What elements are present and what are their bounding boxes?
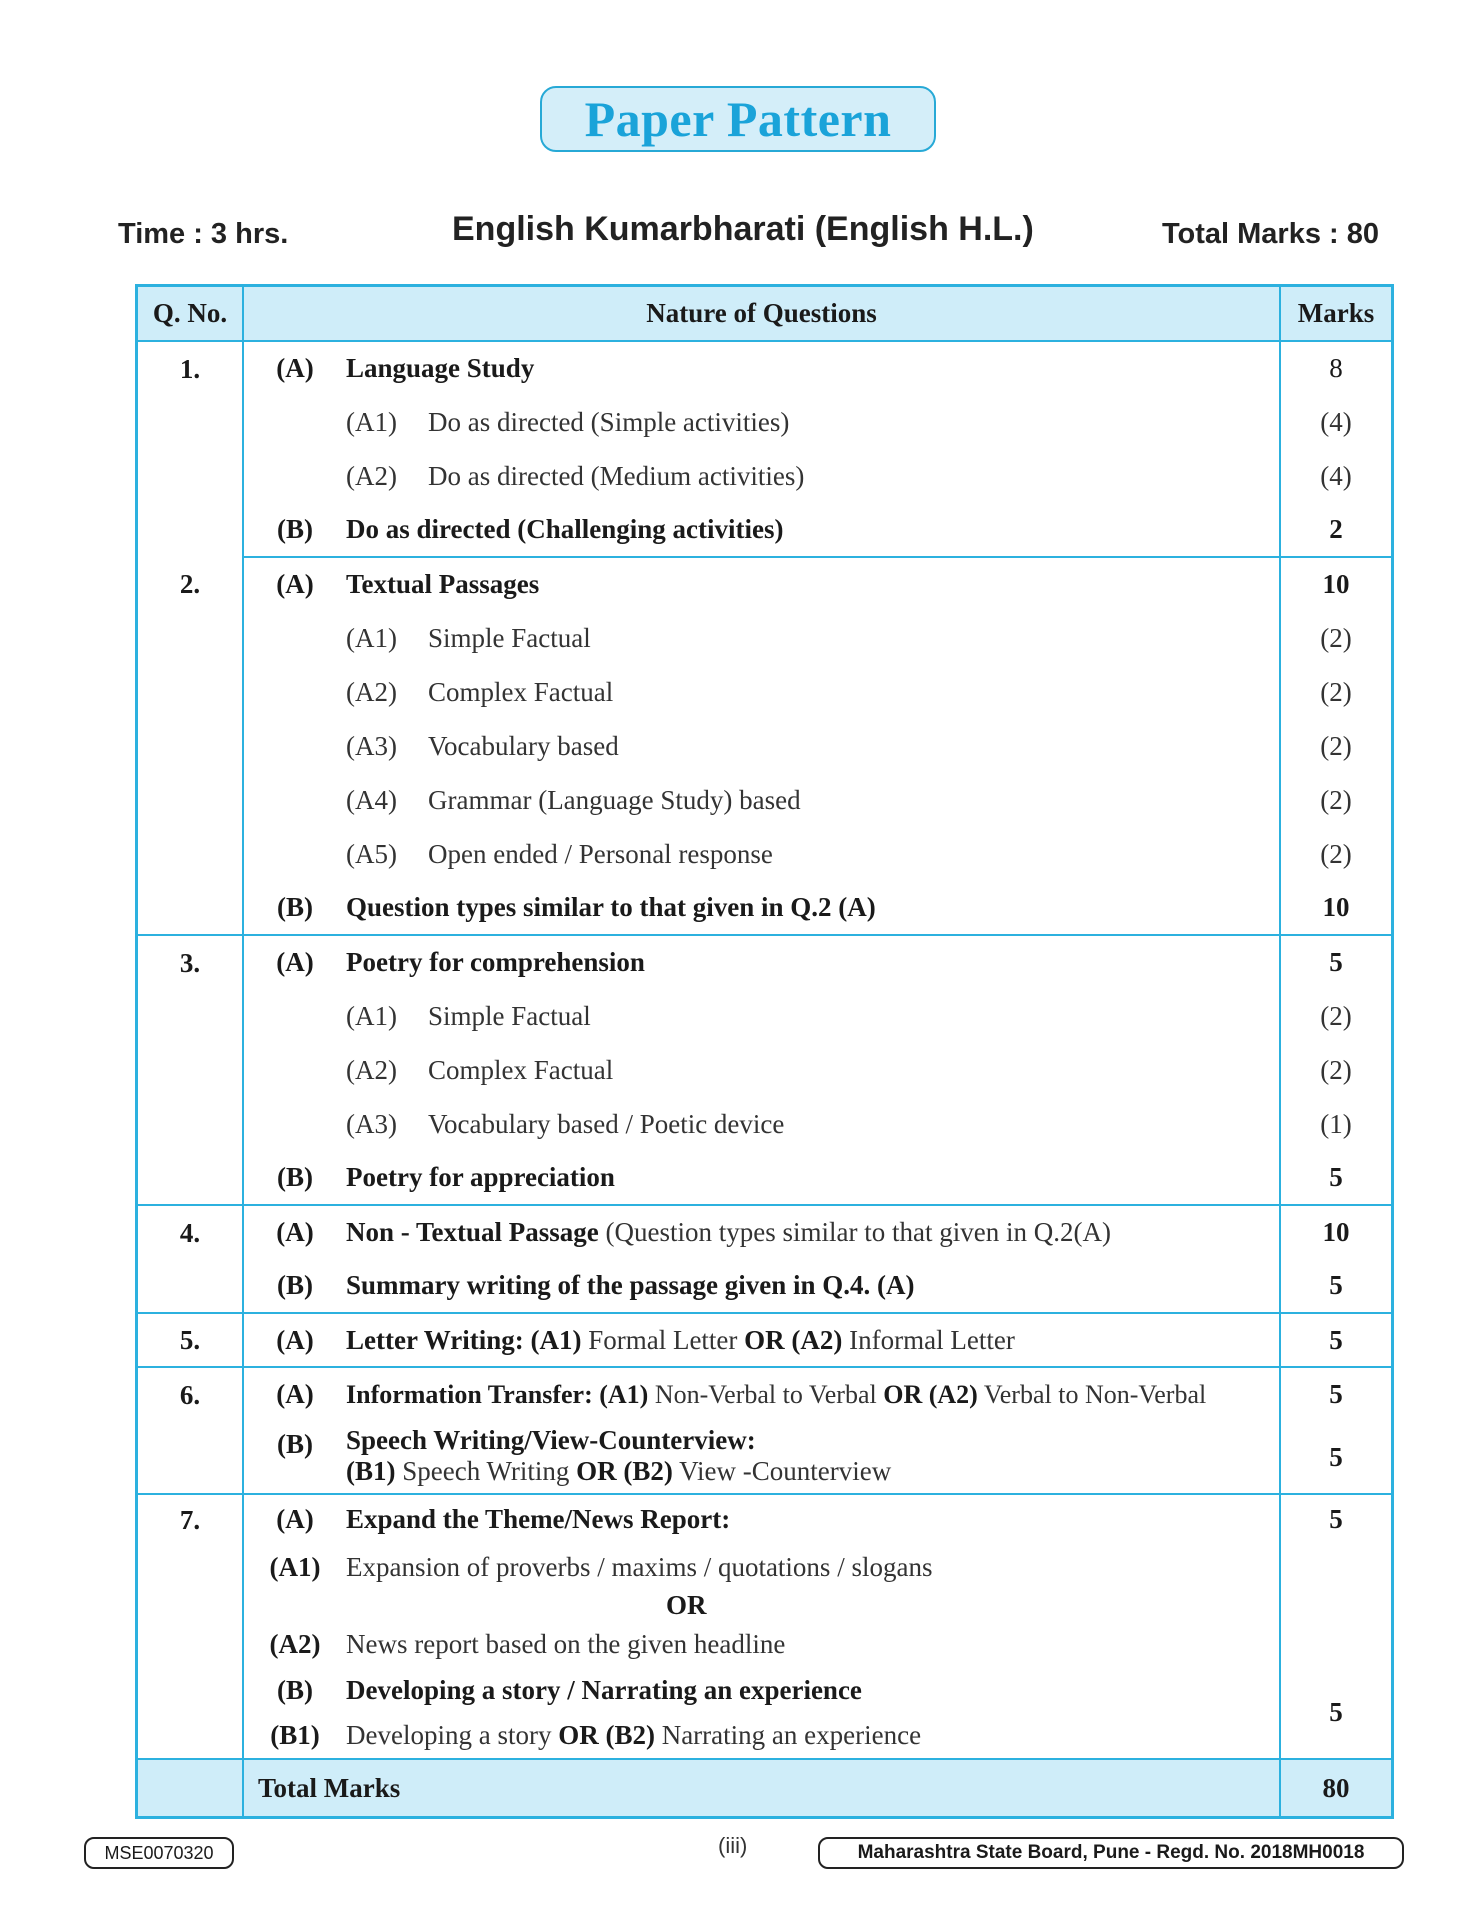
question-text-bold: Non - Textual Passage bbox=[346, 1217, 599, 1247]
marks-value: 5 bbox=[1280, 1421, 1393, 1494]
table-row bbox=[137, 1590, 1393, 1621]
table-row bbox=[137, 1421, 1393, 1494]
table-row bbox=[137, 881, 1393, 935]
marks-value: 5 bbox=[1280, 1367, 1393, 1421]
table-row bbox=[137, 1713, 1393, 1759]
question-text: (Question types similar to that given in Q.2(A) bbox=[598, 1217, 1111, 1247]
table-row bbox=[137, 1097, 1393, 1151]
paper-pattern-table bbox=[135, 284, 1394, 1819]
table-row bbox=[137, 665, 1393, 719]
table-header-row bbox=[137, 286, 1393, 342]
question-text: Summary writing of the passage given in Q.4. (A) bbox=[346, 1259, 1280, 1313]
part-label: (A) bbox=[276, 1379, 314, 1409]
question-text: Developing a story / Narrating an experience bbox=[346, 1674, 862, 1705]
question-text: Complex Factual bbox=[428, 676, 614, 707]
page-number: (iii) bbox=[718, 1833, 748, 1858]
table-row bbox=[137, 1151, 1393, 1205]
table-row bbox=[137, 989, 1393, 1043]
question-text: Speech Writing/View-Counterview: (B1) Speech Writing OR (B2) View -Counterview bbox=[346, 1421, 1280, 1494]
marks-value: 5 bbox=[1280, 1259, 1393, 1313]
marks-value: 10 bbox=[1280, 1205, 1393, 1259]
page-title: Paper Pattern bbox=[584, 91, 892, 147]
table-row bbox=[137, 1494, 1393, 1544]
marks-value: (1) bbox=[1280, 1097, 1393, 1151]
table-row bbox=[137, 1313, 1393, 1367]
column-header-qno: Q. No. bbox=[137, 286, 244, 342]
marks-value: (2) bbox=[1280, 1043, 1393, 1097]
part-label: (A) bbox=[276, 1504, 314, 1534]
marks-value: 5 bbox=[1280, 1667, 1393, 1759]
subpart-label: (A5) bbox=[346, 838, 397, 869]
marks-value: (4) bbox=[1280, 449, 1393, 503]
question-text: Vocabulary based / Poetic device bbox=[428, 1108, 785, 1139]
marks-value: (2) bbox=[1280, 665, 1393, 719]
question-text: Expansion of proverbs / maxims / quotations / slogans bbox=[346, 1551, 933, 1582]
table-row bbox=[137, 611, 1393, 665]
question-number: 4. bbox=[137, 1205, 244, 1313]
table-row bbox=[137, 1667, 1393, 1713]
question-text: Expand the Theme/News Report: bbox=[346, 1504, 731, 1534]
question-text: Do as directed (Challenging activities) bbox=[346, 503, 1280, 557]
subpart-label: (A4) bbox=[346, 784, 397, 815]
subpart-label: (A1) bbox=[346, 1000, 397, 1031]
table-row bbox=[137, 395, 1393, 449]
marks-value: 5 bbox=[1280, 935, 1393, 989]
part-label: (A) bbox=[276, 353, 314, 383]
marks-value: 5 bbox=[1280, 1151, 1393, 1205]
question-text: Simple Factual bbox=[428, 1000, 591, 1031]
question-text: Vocabulary based bbox=[428, 730, 619, 761]
table-row bbox=[137, 557, 1393, 611]
table-row bbox=[137, 719, 1393, 773]
marks-value: (2) bbox=[1280, 719, 1393, 773]
table-row bbox=[137, 503, 1393, 557]
part-label: (A) bbox=[276, 947, 314, 977]
question-text: Do as directed (Simple activities) bbox=[428, 406, 790, 437]
subpart-label: (A2) bbox=[346, 1054, 397, 1085]
question-text: Complex Factual bbox=[428, 1054, 614, 1085]
time-label: Time : 3 hrs. bbox=[118, 218, 289, 250]
subpart-label: (A2) bbox=[346, 676, 397, 707]
total-row bbox=[137, 1759, 1393, 1818]
table-row bbox=[137, 773, 1393, 827]
question-text: Poetry for appreciation bbox=[346, 1151, 1280, 1205]
subpart-label: (A1) bbox=[346, 622, 397, 653]
column-header-nature: Nature of Questions bbox=[243, 286, 1280, 342]
table-row bbox=[137, 1621, 1393, 1667]
question-text: Grammar (Language Study) based bbox=[428, 784, 801, 815]
part-label: (B) bbox=[243, 503, 346, 557]
subpart-label: (B1) bbox=[270, 1720, 320, 1750]
marks-value: 2 bbox=[1280, 503, 1393, 557]
table-row bbox=[137, 1367, 1393, 1421]
question-number: 7. bbox=[137, 1494, 244, 1759]
marks-value: 10 bbox=[1280, 557, 1393, 611]
part-label: (B) bbox=[243, 1259, 346, 1313]
question-text: Simple Factual bbox=[428, 622, 591, 653]
question-text: Textual Passages bbox=[346, 569, 540, 599]
subpart-label: (A1) bbox=[346, 406, 397, 437]
question-text: Do as directed (Medium activities) bbox=[428, 460, 805, 491]
question-text: Poetry for comprehension bbox=[346, 947, 645, 977]
table-row bbox=[137, 1259, 1393, 1313]
question-text: Information Transfer: (A1) Non-Verbal to Verbal OR (A2) Verbal to Non-Verbal bbox=[346, 1379, 1207, 1409]
part-label: (B) bbox=[243, 881, 346, 935]
table-row bbox=[137, 935, 1393, 989]
part-label: (A) bbox=[276, 1217, 314, 1247]
subpart-label: (A2) bbox=[269, 1628, 321, 1659]
or-separator: OR bbox=[666, 1590, 707, 1620]
marks-value: (2) bbox=[1280, 989, 1393, 1043]
subject-title: English Kumarbharati (English H.L.) bbox=[452, 210, 1034, 248]
part-label: (A) bbox=[276, 569, 314, 599]
part-label: (B) bbox=[243, 1421, 346, 1494]
table-row bbox=[137, 1544, 1393, 1590]
question-text: Language Study bbox=[346, 353, 535, 383]
table-row bbox=[137, 449, 1393, 503]
total-value: 80 bbox=[1280, 1759, 1393, 1818]
marks-value: 5 bbox=[1280, 1313, 1393, 1367]
column-header-marks: Marks bbox=[1280, 286, 1393, 342]
board-registration: Maharashtra State Board, Pune - Regd. No. 2018MH0018 bbox=[818, 1837, 1404, 1869]
marks-value: 10 bbox=[1280, 881, 1393, 935]
question-number: 5. bbox=[137, 1313, 244, 1367]
marks-value: 8 bbox=[1280, 341, 1393, 395]
question-text: Question types similar to that given in Q.2 (A) bbox=[346, 881, 1280, 935]
question-text: Developing a story OR (B2) Narrating an experience bbox=[346, 1720, 922, 1750]
marks-value: (2) bbox=[1280, 611, 1393, 665]
question-number: 3. bbox=[137, 935, 244, 1205]
table-row bbox=[137, 1205, 1393, 1259]
marks-value: 5 bbox=[1280, 1494, 1393, 1544]
total-label: Total Marks bbox=[243, 1759, 1280, 1818]
question-number: 2. bbox=[137, 557, 244, 935]
table-row bbox=[137, 1043, 1393, 1097]
subpart-label: (A2) bbox=[346, 460, 397, 491]
question-text: Letter Writing: (A1) Formal Letter OR (A2) Informal Letter bbox=[346, 1313, 1280, 1367]
marks-value: (2) bbox=[1280, 827, 1393, 881]
marks-value: (2) bbox=[1280, 773, 1393, 827]
marks-value: (4) bbox=[1280, 395, 1393, 449]
subpart-label: (A1) bbox=[269, 1551, 321, 1582]
table-row bbox=[137, 827, 1393, 881]
document-code: MSE0070320 bbox=[84, 1837, 234, 1869]
part-label: (B) bbox=[243, 1151, 346, 1205]
question-text: Open ended / Personal response bbox=[428, 838, 773, 869]
total-marks-label: Total Marks : 80 bbox=[1161, 218, 1379, 250]
part-label: (B) bbox=[277, 1674, 313, 1705]
question-number: 1. bbox=[137, 341, 244, 557]
part-label: (A) bbox=[243, 1313, 346, 1367]
subpart-label: (A3) bbox=[346, 1108, 397, 1139]
subpart-label: (A3) bbox=[346, 730, 397, 761]
table-row bbox=[137, 341, 1393, 395]
question-text: News report based on the given headline bbox=[346, 1628, 786, 1659]
title-box bbox=[540, 86, 936, 152]
question-number: 6. bbox=[137, 1367, 244, 1494]
